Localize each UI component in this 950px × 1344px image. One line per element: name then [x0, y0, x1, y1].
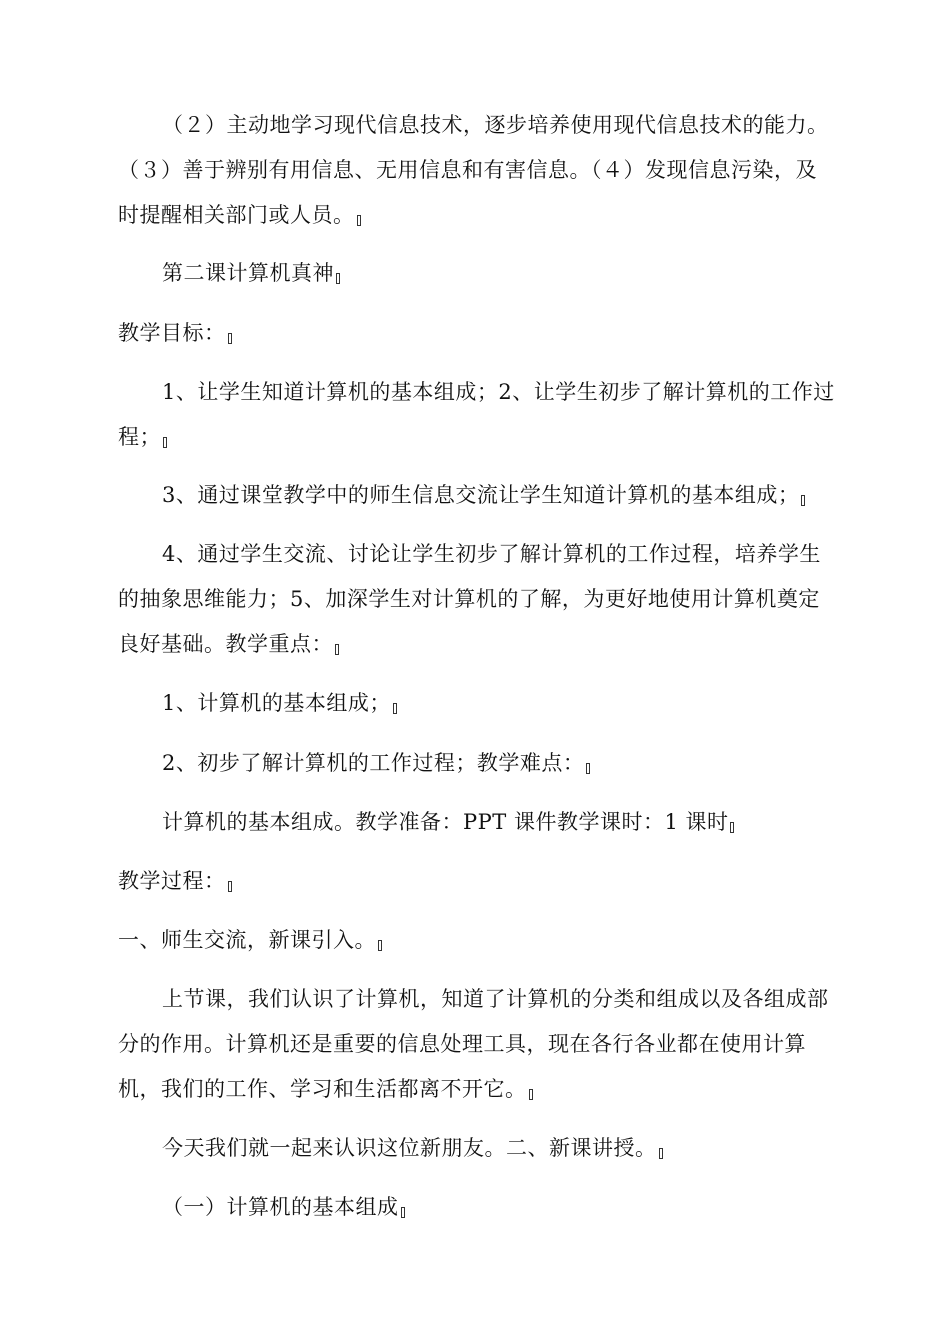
paragraph-end-mark: [801, 495, 805, 506]
paragraph-text: 今天我们就一起来认识这位新朋友。二、新课讲授。: [162, 1136, 657, 1160]
paragraph-text: 1、让学生知道计算机的基本组成；2、让学生初步了解计算机的工作过程；: [118, 380, 835, 449]
new-lesson-paragraph: [118, 1126, 838, 1171]
paragraph-text: 教学目标：: [118, 321, 226, 345]
paragraph-text: 2、初步了解计算机的工作过程；教学难点：: [162, 751, 585, 775]
paragraph-text: 教学过程：: [118, 869, 226, 893]
paragraph-text: 1、计算机的基本组成；: [162, 691, 391, 715]
objective-4-5-and-focus: [118, 532, 838, 667]
paragraph-text: 第二课计算机真神: [162, 261, 334, 285]
difficulty-and-preparation: [118, 800, 838, 845]
paragraph-end-mark: [401, 1207, 405, 1218]
paragraph-text: 3、通过课堂教学中的师生信息交流让学生知道计算机的基本组成；: [162, 483, 800, 507]
paragraph-end-mark: [659, 1148, 663, 1159]
paragraph-end-mark: [586, 763, 590, 774]
subsection-heading: [118, 1185, 838, 1230]
paragraph-end-mark: [393, 703, 397, 714]
paragraph-end-mark: [335, 644, 339, 655]
intro-paragraph: [118, 977, 838, 1112]
objective-1-2: [118, 370, 838, 460]
paragraph-end-mark: [357, 215, 361, 226]
paragraph-end-mark: [228, 333, 232, 344]
paragraph-end-mark: [336, 273, 340, 284]
paragraph-text: 上节课，我们认识了计算机，知道了计算机的分类和组成以及各组成部分的作用。计算机还是重要的信息处理工具，现在各行各业都在使用计算机，我们的工作、学习和生活都离不开它。: [118, 987, 829, 1101]
paragraph-text: 一、师生交流，新课引入。: [118, 928, 376, 952]
paragraph-text: 计算机的基本组成。教学准备：PPT 课件教学课时：1 课时: [162, 810, 729, 834]
paragraph-end-mark: [730, 822, 734, 833]
paragraph-text: （一）计算机的基本组成: [162, 1195, 399, 1219]
focus-point-1: [118, 681, 838, 726]
heading-teaching-objectives: [118, 311, 838, 356]
section-one-heading: [118, 918, 838, 963]
paragraph-end-mark: [378, 940, 382, 951]
heading-teaching-process: [118, 859, 838, 904]
paragraph-end-mark: [529, 1089, 533, 1100]
objective-3: [118, 473, 838, 518]
paragraph-end-mark: [228, 881, 232, 892]
paragraph-info-literacy-goals: [118, 103, 838, 238]
paragraph-text: 4、通过学生交流、讨论让学生初步了解计算机的工作过程，培养学生的抽象思维能力；5、加深学生对计算机的了解，为更好地使用计算机奠定良好基础。教学重点：: [118, 542, 821, 656]
lesson-title: [118, 251, 838, 296]
focus-point-2-and-difficulty: [118, 741, 838, 786]
paragraph-text: （２）主动地学习现代信息技术，逐步培养使用现代信息技术的能力。（３）善于辨别有用信息、无用信息和有害信息。（４）发现信息污染，及时提醒相关部门或人员。: [118, 113, 829, 227]
paragraph-end-mark: [163, 437, 167, 448]
